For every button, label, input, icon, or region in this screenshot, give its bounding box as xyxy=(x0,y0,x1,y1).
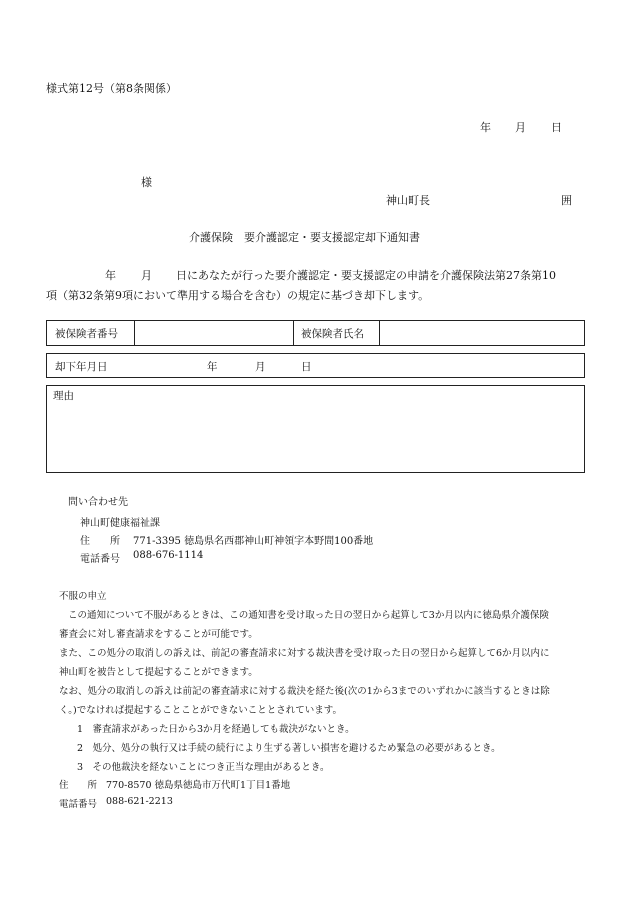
appeal-item: 3 その他裁決を経ないことにつき正当な理由があるとき。 xyxy=(77,762,330,773)
date-day-label: 日 xyxy=(551,121,562,134)
appeal-para-3-line-2: く。)でなければ提起することことができないこととされています。 xyxy=(59,705,343,716)
rejection-day-label: 日 xyxy=(301,361,312,373)
addressee-honorific: 様 xyxy=(141,176,152,189)
date-month-label: 月 xyxy=(515,121,526,134)
body-line-1: 日にあなたが行った要介護認定・要支援認定の申請を介護保険法第27条第10 xyxy=(176,269,556,282)
appeal-heading: 不服の申立 xyxy=(59,591,107,602)
form-number: 様式第12号（第8条関係） xyxy=(46,82,177,95)
issuer-title: 神山町長 xyxy=(386,194,430,207)
contact-department: 神山町健康福祉課 xyxy=(80,518,160,529)
insured-number-label: 被保険者番号 xyxy=(55,328,118,340)
seal-mark: 囲 xyxy=(561,194,572,207)
contact-heading: 問い合わせ先 xyxy=(68,497,128,508)
insured-info-row xyxy=(46,320,585,346)
document-title: 介護保険 要介護認定・要支援認定却下通知書 xyxy=(189,231,420,244)
cell-divider xyxy=(293,321,294,345)
appeal-para-1-line-2: 審査会に対し審査請求をすることが可能です。 xyxy=(59,629,258,640)
rejection-date-row xyxy=(46,353,585,378)
appeal-address: 770-8570 徳島県徳島市万代町1丁目1番地 xyxy=(106,780,291,791)
body-line-2: 項（第32条第9項において準用する場合を含む）の規定に基づき却下します。 xyxy=(46,289,430,302)
insured-name-label: 被保険者氏名 xyxy=(301,328,364,340)
appeal-phone: 088-621-2213 xyxy=(106,796,173,807)
reason-box xyxy=(46,385,585,473)
reason-label: 理由 xyxy=(53,390,74,402)
date-year-label: 年 xyxy=(480,121,491,134)
body-year-label: 年 xyxy=(105,269,116,282)
appeal-address-label: 住 所 xyxy=(59,780,98,791)
appeal-phone-label: 電話番号 xyxy=(59,799,98,810)
appeal-para-2-line-1: また、この処分の取消しの訴えは、前記の審査請求に対する裁決書を受け取った日の翌日から起算して6か月以内に xyxy=(59,648,550,659)
appeal-para-3-line-1: なお、処分の取消しの訴えは前記の審査請求に対する裁決を経た後(次の1から3までのいずれかに該当するときは除 xyxy=(59,686,550,697)
contact-phone: 088-676-1114 xyxy=(133,550,204,561)
rejection-date-label: 却下年月日 xyxy=(55,361,108,373)
contact-phone-label: 電話番号 xyxy=(80,554,120,565)
appeal-para-1-line-1: この通知について不服があるときは、この通知書を受け取った日の翌日から起算して3か月以内に徳島県介護保険 xyxy=(68,610,549,621)
body-month-label: 月 xyxy=(141,269,152,282)
rejection-month-label: 月 xyxy=(255,361,266,373)
cell-divider xyxy=(134,321,135,345)
appeal-item: 2 処分、処分の執行又は手続の続行により生ずる著しい損害を避けるため緊急の必要があるとき。 xyxy=(77,743,501,754)
rejection-year-label: 年 xyxy=(207,361,218,373)
contact-address: 771-3395 徳島県名西郡神山町神領字本野間100番地 xyxy=(133,536,374,547)
appeal-item: 1 審査請求があった日から3か月を経過しても裁決がないとき。 xyxy=(77,724,355,735)
cell-divider xyxy=(379,321,380,345)
contact-address-label: 住 所 xyxy=(80,536,120,547)
appeal-para-2-line-2: 神山町を被告として提起することができます。 xyxy=(59,667,258,678)
